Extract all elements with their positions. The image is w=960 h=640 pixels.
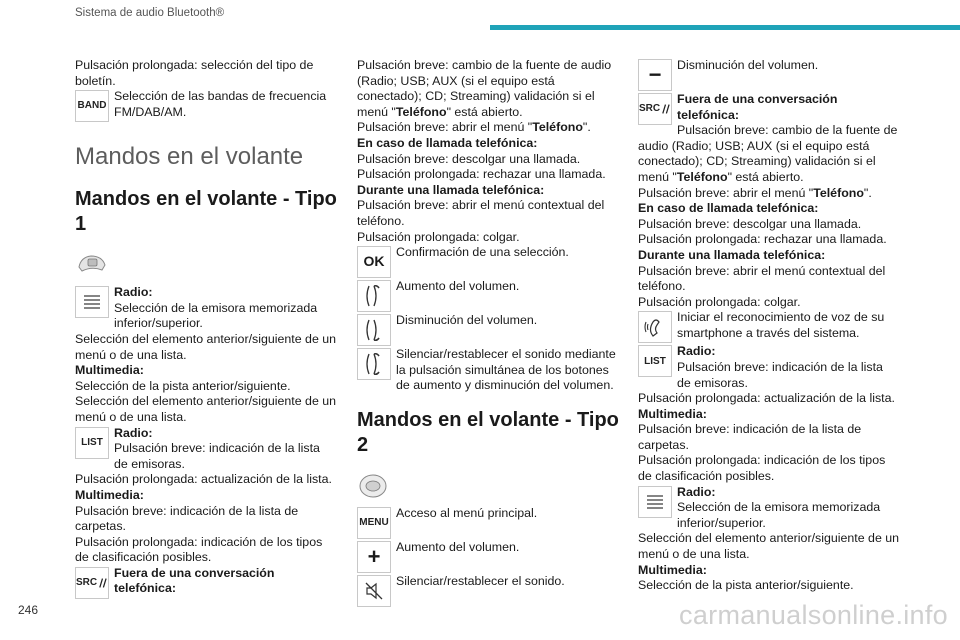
column-middle [357, 58, 619, 608]
scroll-wheel-icon [638, 486, 672, 518]
src-icon-label: SRC [639, 103, 661, 115]
incoming-call-label: En caso de llamada telefónica: [357, 135, 538, 150]
list-radio-label: Radio: [114, 425, 153, 440]
mute2-row [357, 574, 619, 608]
during-long: Pulsación prolongada: colgar. [638, 294, 801, 309]
ok-row [357, 245, 619, 279]
plus-row [357, 540, 619, 574]
page-number: 246 [18, 603, 39, 617]
during-long: Pulsación prolongada: colgar. [357, 229, 520, 244]
section-heading-steering-controls: Mandos en el volante [75, 143, 304, 171]
volume-down-row [357, 313, 619, 347]
list-row [75, 426, 337, 473]
src-long-text-b: ". [863, 185, 872, 200]
during-short: Pulsación breve: abrir el menú contextual del teléfono. [638, 263, 886, 294]
incoming-short: Pulsación breve: descolgar una llamada. [638, 216, 862, 231]
menu-text: Acceso al menú principal. [396, 505, 538, 520]
list-radio-label: Radio: [677, 344, 716, 359]
multimedia-label: Multimedia: [75, 363, 144, 378]
telefono-word: Teléfono [532, 120, 583, 135]
src-long-text-a: Pulsación breve: abrir el menú " [638, 185, 814, 200]
plus-text: Aumento del volumen. [396, 539, 520, 554]
src-outside-call-label: Fuera de una conversación telefónica: [677, 92, 838, 122]
plus-button-icon: + [357, 541, 391, 573]
src-short-press [357, 58, 619, 120]
src-short-text-a: Pulsación breve: cambio de la fuente de audio (Radio; USB; AUX (si el equipo está conectado); CD; Streaming) validación si el menú " [638, 123, 898, 184]
src-icon-label: SRC [76, 577, 98, 589]
column-right [638, 58, 900, 594]
multimedia-text-2: Selección del elemento anterior/siguiente de un menú o de una lista. [75, 394, 337, 424]
src-outside-call-label: Fuera de una conversación telefónica: [114, 565, 275, 596]
band-button-icon: BAND [75, 90, 109, 122]
radio-text-2: Selección del elemento anterior/siguiente de un menú o de una lista. [75, 331, 337, 362]
multimedia-text: Selección de la pista anterior/siguiente. [75, 378, 291, 393]
radio-label: Radio: [677, 484, 716, 499]
incoming-long: Pulsación prolongada: rechazar una llamada. [357, 167, 606, 182]
src-short-text-b: " está abierto. [727, 169, 804, 184]
src-phone-button-icon [75, 567, 109, 599]
list-multimedia-short: Pulsación breve: indicación de la lista de carpetas. [638, 422, 862, 452]
page-header-title: Sistema de audio Bluetooth® [75, 7, 225, 19]
telefono-word: Teléfono [813, 185, 864, 200]
minus-button-icon: − [638, 59, 672, 91]
ok-button-icon: OK [357, 246, 391, 278]
heading-type-1: Mandos en el volante - Tipo 1 [75, 188, 337, 236]
voice-recognition-icon [638, 311, 672, 343]
heading-type-2: Mandos en el volante - Tipo 2 [357, 408, 619, 456]
radio-text-2: Selección del elemento anterior/siguiente de un menú o de una lista. [638, 531, 900, 562]
list-button-icon: LIST [638, 345, 672, 377]
src-short-text-a: Pulsación breve: cambio de la fuente de audio (Radio; USB; AUX (si el equipo está conectado); CD; Streaming) validación si el menú " [357, 58, 612, 119]
steering-wheel-type2-icon [357, 472, 391, 502]
volume-down-text: Disminución del volumen. [396, 313, 538, 328]
list-radio-long: Pulsación prolongada: actualización de la lista. [638, 391, 895, 406]
radio-text: Selección de la emisora memorizada inferior/superior. [677, 500, 881, 530]
minus-row [638, 58, 900, 92]
header-accent-bar [490, 25, 960, 30]
radio-text: Selección de la emisora memorizada inferior/superior. [114, 300, 318, 331]
volume-up-text: Aumento del volumen. [396, 279, 520, 294]
telefono-word: Teléfono [395, 104, 447, 119]
scroll-wheel-row [75, 285, 337, 332]
scroll-wheel-icon [75, 286, 109, 318]
list-multimedia-long: Pulsación prolongada: indicación de los tipos de clasificación posibles. [75, 534, 323, 565]
paragraph-long-press-bulletin: Pulsación prolongada: selección del tipo de boletín. [75, 58, 314, 88]
list-multimedia-label: Multimedia: [638, 406, 707, 421]
band-row [75, 89, 337, 123]
voice-text: Iniciar el reconocimiento de voz de su smartphone a través del sistema. [677, 310, 885, 340]
list-multimedia-label: Multimedia: [75, 487, 144, 502]
menu-row [357, 506, 619, 540]
multimedia-label: Multimedia: [638, 562, 707, 577]
incoming-call-label: En caso de llamada telefónica: [638, 201, 819, 216]
during-call-label: Durante una llamada telefónica: [357, 182, 545, 197]
src2-row [638, 92, 900, 186]
mute2-text: Silenciar/restablecer el sonido. [396, 573, 565, 588]
src-short-press [638, 123, 900, 185]
watermark: carmanualsonline.info [679, 600, 948, 630]
list-radio-short: Pulsación breve: indicación de la lista de emisoras. [677, 359, 883, 390]
volume-down-rocker-icon [357, 314, 391, 346]
telefono-word: Teléfono [676, 169, 728, 184]
volume-up-rocker-icon [357, 280, 391, 312]
volume-up-row [357, 279, 619, 313]
mute-rocker-icon [357, 348, 391, 380]
ok-text: Confirmación de una selección. [396, 245, 569, 260]
src-phone-button-icon [638, 93, 672, 125]
during-call-label: Durante una llamada telefónica: [638, 247, 826, 262]
mute-speaker-icon [357, 575, 391, 607]
column-left [75, 58, 337, 600]
list-multimedia-short: Pulsación breve: indicación de la lista de carpetas. [75, 503, 299, 534]
list-button-icon: LIST [75, 427, 109, 459]
steering-wheel-type1-icon [75, 251, 109, 277]
band-description: Selección de las bandas de frecuencia FM/DAB/AM. [114, 89, 327, 119]
list-radio-long: Pulsación prolongada: actualización de la lista. [75, 472, 332, 487]
during-short: Pulsación breve: abrir el menú contextual del teléfono. [357, 198, 605, 228]
minus-text: Disminución del volumen. [677, 58, 819, 72]
mute-text: Silenciar/restablecer el sonido mediante la pulsación simultánea de los botones de aumento y disminución del volumen. [396, 347, 616, 393]
src-short-text-b: " está abierto. [446, 104, 523, 119]
scroll-wheel-row [638, 485, 900, 532]
list2-row [638, 344, 900, 391]
menu-button-icon: MENU [357, 507, 391, 539]
list-multimedia-long: Pulsación prolongada: indicación de los tipos de clasificación posibles. [638, 453, 886, 484]
src-long-press [638, 186, 900, 202]
radio-label: Radio: [114, 285, 153, 300]
incoming-short: Pulsación breve: descolgar una llamada. [357, 151, 581, 166]
multimedia-text: Selección de la pista anterior/siguiente. [638, 578, 854, 593]
src-long-press [357, 120, 619, 136]
src-long-text-b: ". [582, 120, 591, 135]
mute-row [357, 347, 619, 394]
voice-row [638, 310, 900, 344]
src-row [75, 566, 337, 600]
incoming-long: Pulsación prolongada: rechazar una llamada. [638, 232, 887, 247]
src-long-text-a: Pulsación breve: abrir el menú " [357, 120, 533, 135]
list-radio-short: Pulsación breve: indicación de la lista de emisoras. [114, 441, 320, 471]
